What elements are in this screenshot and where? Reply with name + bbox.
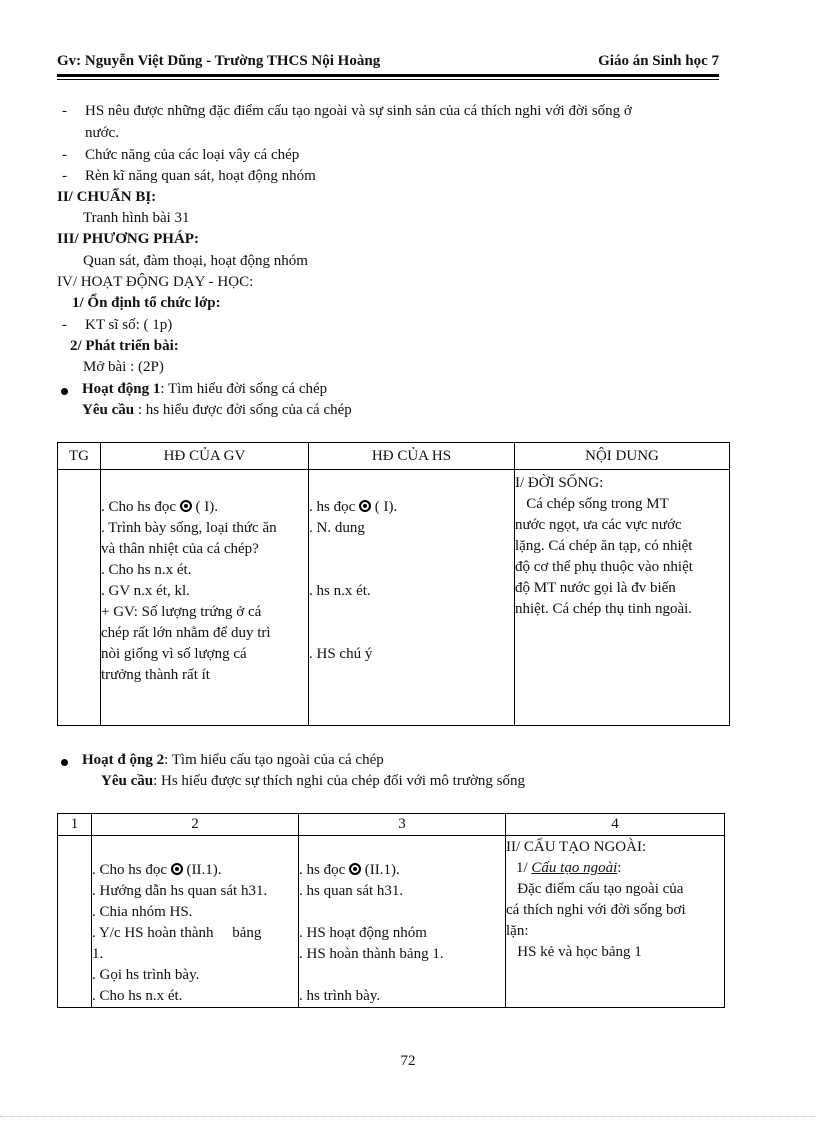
page-bottom-edge [0, 1116, 816, 1117]
gv-line: . Cho hs n.x ét. [101, 562, 192, 578]
activity1-heading [82, 381, 327, 398]
hs-line: . HS hoạt động nhóm [299, 925, 427, 941]
objective-3: Rèn kĩ năng quan sát, hoạt động nhóm [85, 168, 316, 184]
hs-line [309, 539, 514, 560]
table1-hs-cell [309, 470, 515, 726]
gv-line: chép rất lớn nhằm để duy trì [101, 625, 271, 641]
reference-circle-icon [180, 500, 192, 512]
content-line: Đặc điểm cấu tạo ngoài của [506, 881, 684, 897]
page-number: 72 [400, 1053, 416, 1069]
table1-content-cell [515, 470, 730, 726]
section-phuong-phap-body: Quan sát, đàm thoại, hoạt động nhóm [83, 253, 308, 269]
reference-circle-icon [171, 863, 183, 875]
content-line: Cá chép sống trong MT [515, 496, 669, 512]
activity2-req-text: : Hs hiểu được sự thích nghi của chép đối với mô trường sống [153, 773, 525, 789]
activity2-label: Hoạt đ ộng 2 [82, 752, 165, 768]
table2-hs-cell [299, 836, 506, 1008]
gv-line: . Cho hs đọc (II.1). [92, 862, 222, 878]
header-left: Gv: Nguyễn Việt Dũng - Trường THCS Nội Hoàng [57, 53, 381, 69]
reference-circle-icon [359, 500, 371, 512]
content-title: I/ ĐỜI SỐNG: [515, 475, 604, 491]
gv-line: . Hướng dẫn hs quan sát h31. [92, 883, 268, 899]
dash-marker: - [62, 147, 67, 163]
activity1-req-text: : hs hiểu được đời sống của cá chép [134, 402, 352, 418]
hs-line: . hs đọc (II.1). [299, 862, 400, 878]
hs-line [309, 665, 514, 686]
hs-line [309, 602, 514, 623]
hs-line [299, 902, 505, 923]
hs-line [309, 476, 514, 497]
step2-title: 2/ Phát triển bài: [70, 338, 179, 354]
gv-line: 1. [92, 946, 104, 962]
table2-header-4: 4 [506, 814, 725, 836]
gv-line: . Y/c HS hoàn thành bảng [92, 925, 262, 941]
activity2-text: : Tìm hiểu cấu tạo ngoài của cá chép [164, 752, 384, 768]
gv-line: trưởng thành rất ít [101, 667, 210, 683]
objective-2: Chức năng của các loại vây cá chép [85, 147, 300, 163]
gv-line [92, 839, 298, 860]
dash-marker: - [62, 168, 67, 184]
table2-gv-cell [92, 836, 299, 1008]
activity1-table [57, 442, 730, 726]
content-line: độ MT nước gọi là đv biến [515, 580, 676, 596]
activity1-text: : Tìm hiểu đời sống cá chép [160, 381, 328, 397]
table2-content-cell [506, 836, 725, 1008]
hs-line: . HS chú ý [309, 646, 373, 662]
hs-line: . hs đọc ( I). [309, 499, 398, 515]
header-right: Giáo án Sinh học 7 [598, 53, 719, 69]
bullet-icon [61, 759, 68, 766]
content-line: nước ngọt, ưa các vực nước [515, 517, 682, 533]
table2-col1-cell [58, 836, 92, 1008]
activity1-req-label: Yêu cầu [82, 402, 135, 418]
gv-line: . Cho hs n.x ét. [92, 988, 183, 1004]
table1-header-tg: TG [58, 443, 101, 470]
hs-line: . N. dung [309, 520, 365, 536]
table2-header-1: 1 [58, 814, 92, 836]
section-chuan-bi-body: Tranh hình bài 31 [83, 210, 190, 226]
table1-tg-cell [58, 470, 101, 726]
content-subheading: 1/ Cấu tạo ngoài: [516, 860, 622, 876]
gv-line: . Chia nhóm HS. [92, 904, 193, 920]
hs-line [309, 560, 514, 581]
step2-intro: Mở bài : (2P) [83, 359, 164, 375]
gv-line: . GV n.x ét, kl. [101, 583, 190, 599]
gv-line [101, 476, 308, 497]
hs-line: . hs n.x ét. [309, 583, 371, 599]
hs-line: . hs quan sát h31. [299, 883, 404, 899]
section-chuan-bi-title: II/ CHUẨN BỊ: [57, 189, 157, 205]
table1-header-content: NỘI DUNG [515, 443, 730, 470]
dash-marker: - [62, 103, 67, 119]
dash-marker: - [62, 317, 67, 333]
table1-header-gv: HĐ CỦA GV [101, 443, 309, 470]
gv-line: + GV: Số lượng trứng ở cá [101, 604, 262, 620]
activity1-label: Hoạt động 1 [82, 381, 161, 397]
hs-line [309, 623, 514, 644]
activity2-req-label: Yêu cầu [101, 773, 154, 789]
content-line: nhiệt. Cá chép thụ tinh ngoài. [515, 601, 693, 617]
step1-title: 1/ Ổn định tổ chức lớp: [72, 295, 221, 311]
gv-line: . Trình bày sống, loại thức ăn [101, 520, 277, 536]
hs-line [299, 839, 505, 860]
activity2-heading [82, 752, 384, 769]
section-hoat-dong-title: IV/ HOẠT ĐỘNG DẠY - HỌC: [57, 274, 254, 290]
hs-line: . hs trình bày. [299, 988, 381, 1004]
activity2-table [57, 813, 725, 1008]
table2-header-2: 2 [92, 814, 299, 836]
gv-line: . Cho hs đọc ( I). [101, 499, 218, 515]
hs-line [299, 965, 505, 986]
activity1-requirement [82, 402, 352, 419]
reference-circle-icon [349, 863, 361, 875]
gv-line: nòi giống vì số lượng cá [101, 646, 247, 662]
table2-header-3: 3 [299, 814, 506, 836]
content-line: cá thích nghi với đời sống bơi [506, 902, 686, 918]
content-title: II/ CẤU TẠO NGOÀI: [506, 839, 647, 855]
content-line: lặng. Cá chép ăn tạp, có nhiệt [515, 538, 693, 554]
hs-line: . HS hoàn thành bảng 1. [299, 946, 444, 962]
content-line: HS kẻ và học bảng 1 [506, 944, 642, 960]
bullet-icon [61, 388, 68, 395]
content-line: độ cơ thể phụ thuộc vào nhiệt [515, 559, 693, 575]
content-line: lặn: [506, 923, 529, 939]
activity2-requirement [101, 773, 525, 790]
table1-gv-cell [101, 470, 309, 726]
step1-item: KT sĩ số: ( 1p) [85, 317, 173, 333]
gv-line: . Gọi hs trình bày. [92, 967, 200, 983]
section-phuong-phap-title: III/ PHƯƠNG PHÁP: [57, 231, 199, 247]
gv-line: và thân nhiệt của cá chép? [101, 541, 259, 557]
objective-1: HS nêu được những đặc điểm cấu tạo ngoài và sự sinh sản của cá thích nghi với đời sống ở [85, 103, 632, 119]
table1-header-hs: HĐ CỦA HS [309, 443, 515, 470]
header-rule [57, 74, 719, 77]
objective-1-cont: nước. [85, 125, 119, 141]
header-rule-thin [57, 79, 719, 80]
